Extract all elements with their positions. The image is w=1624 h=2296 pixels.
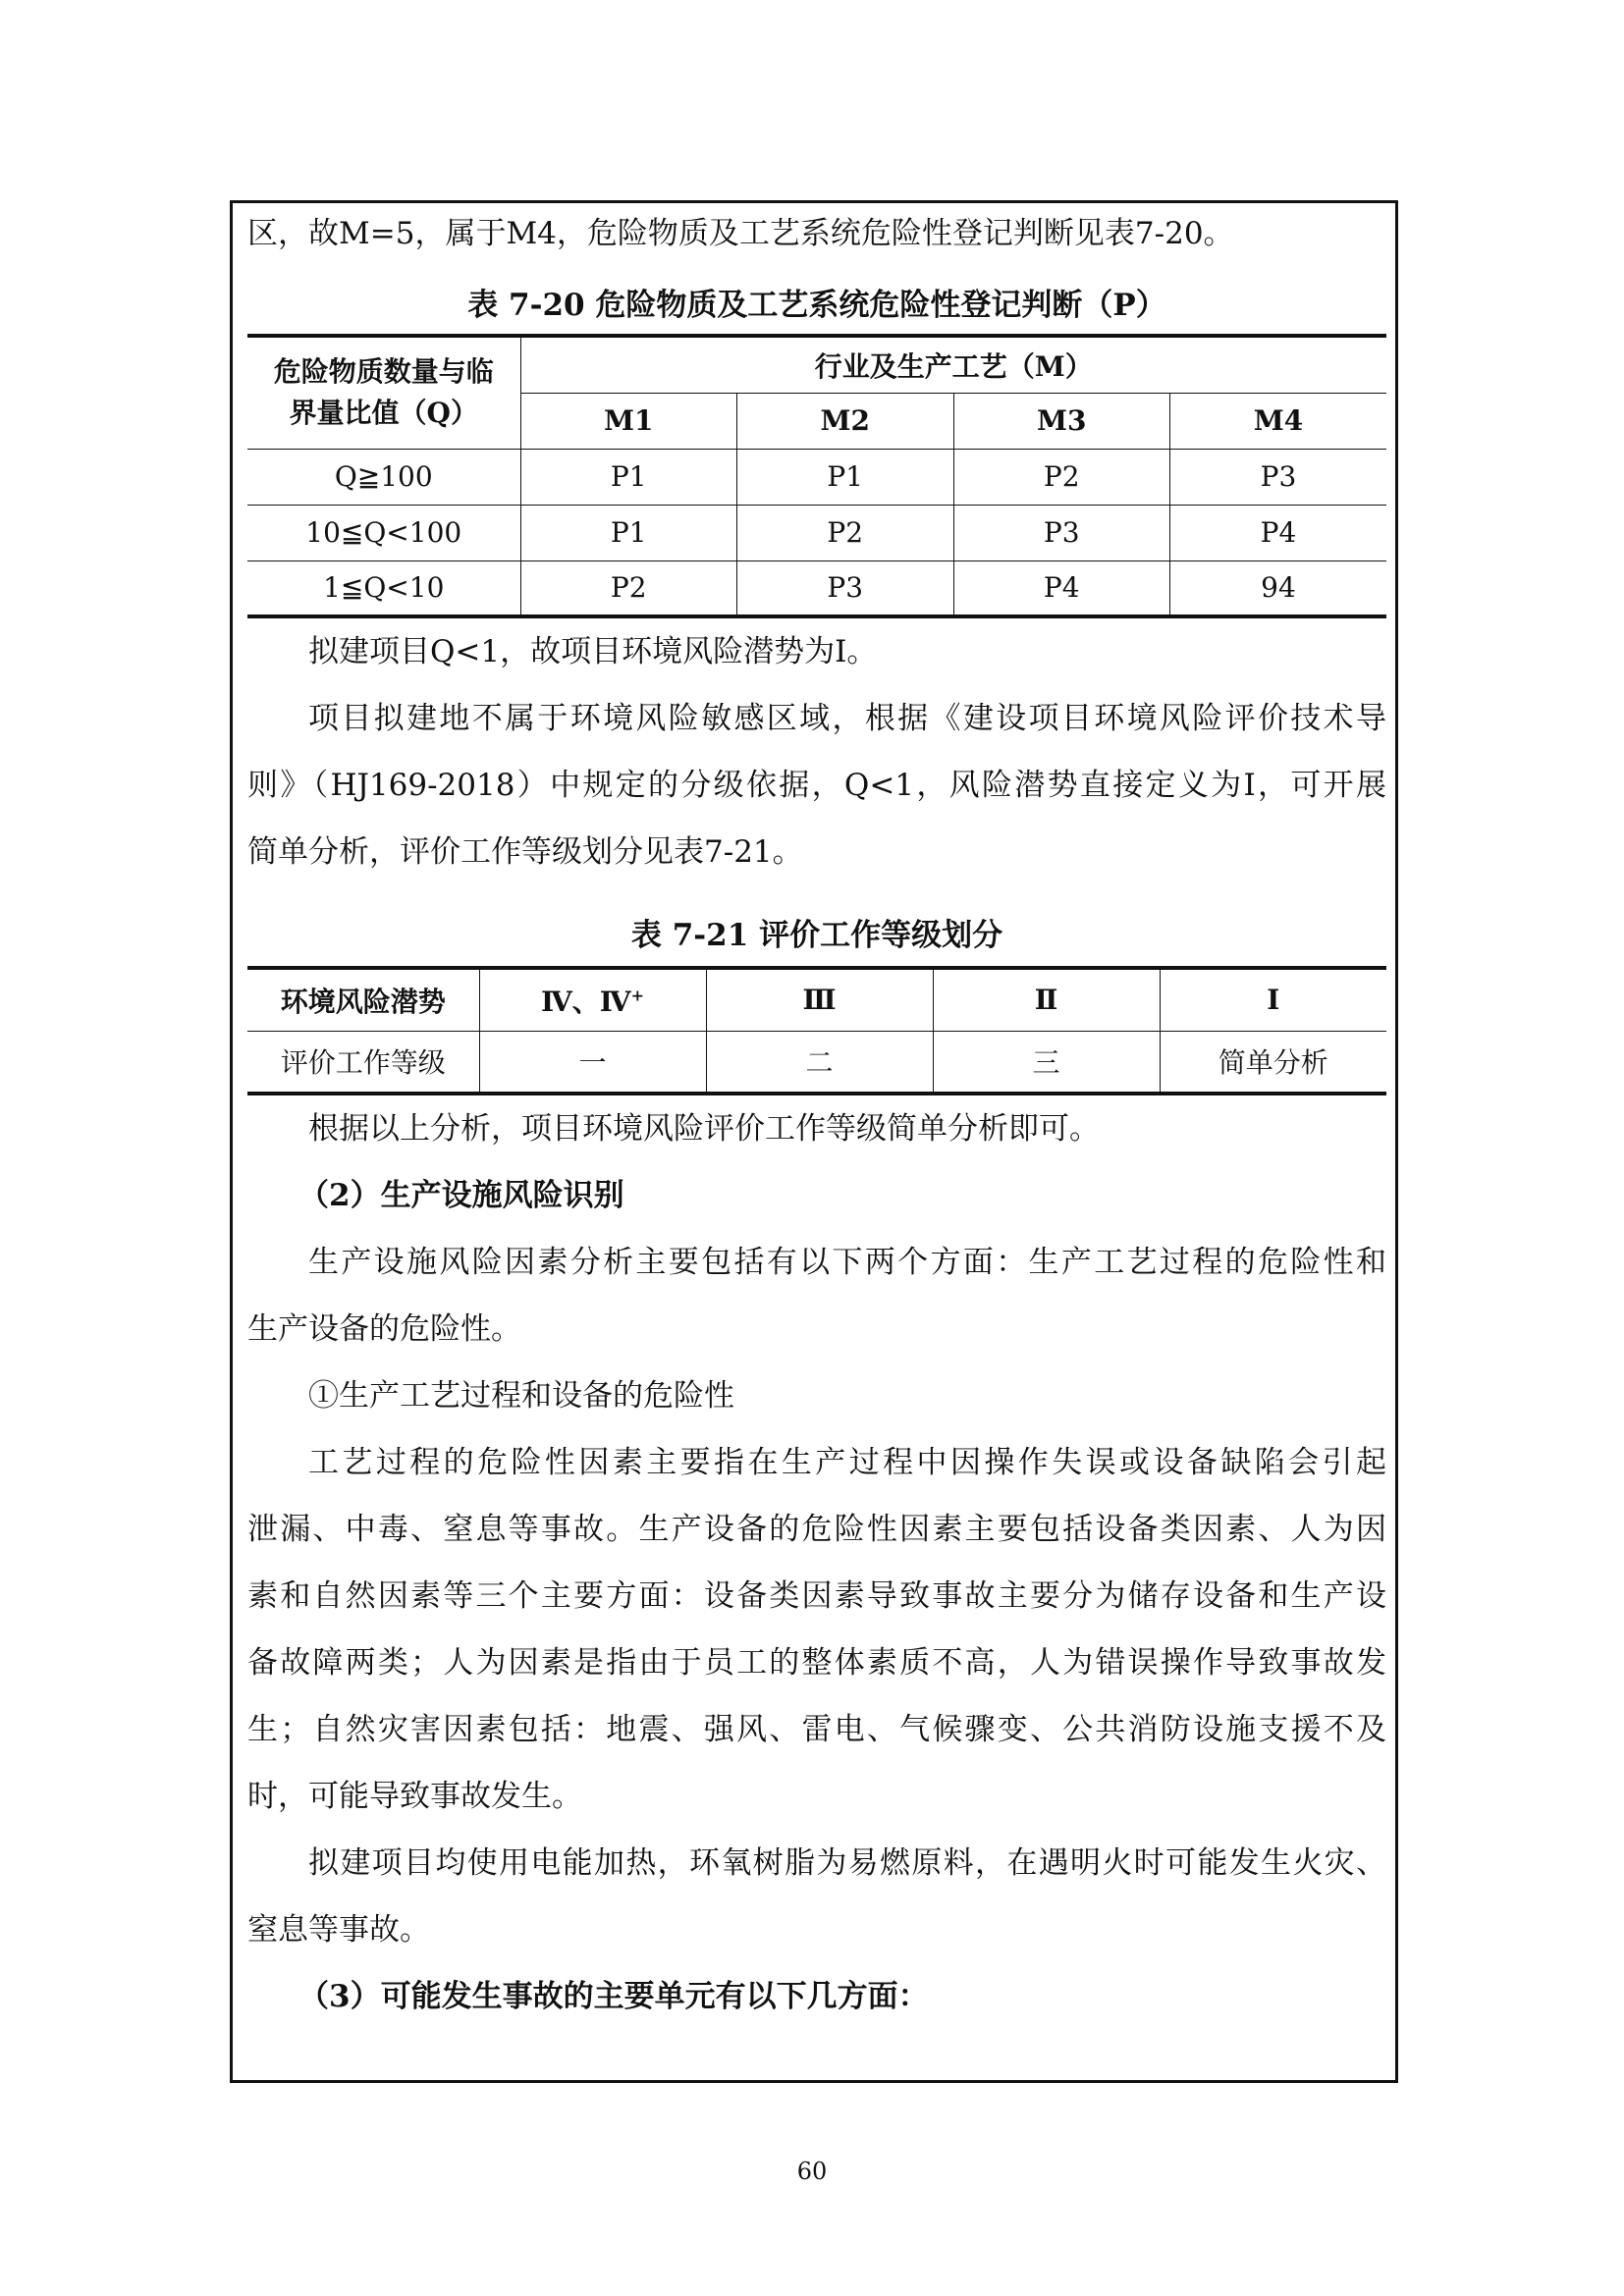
risk-level-text: Ⅳ、Ⅳ (541, 985, 631, 1018)
p-value-cell: P1 (520, 449, 737, 505)
para-process-line: 工艺过程的危险性因素主要指在生产过程中因操作失误或设备缺陷会引起 (308, 1445, 1386, 1480)
p-value-cell: P1 (737, 449, 954, 505)
work-grade-cell: 一 (479, 1031, 706, 1094)
para-process-line: 备故障两类；人为因素是指由于员工的整体素质不高，人为错误操作导致事故发 (247, 1645, 1386, 1681)
table-row (247, 449, 1386, 505)
section-heading-2: （2）生产设施风险识别 (298, 1178, 624, 1213)
table-7-21 (247, 966, 1386, 1095)
m-column-header: M4 (1170, 393, 1387, 449)
page-number: 60 (796, 2158, 828, 2185)
p-value-cell: P3 (1170, 449, 1387, 505)
para-process-line: 泄漏、中毒、窒息等事故。生产设备的危险性因素主要包括设备类因素、人为因 (247, 1512, 1386, 1547)
work-grade-cell: 三 (933, 1031, 1160, 1094)
p-value-cell: P3 (953, 505, 1170, 561)
para-heating-line: 窒息等事故。 (247, 1912, 430, 1948)
work-grade-cell: 简单分析 (1160, 1031, 1386, 1094)
para-process-line: 生；自然灾害因素包括：地震、强风、雷电、气候骤变、公共消防设施支援不及 (247, 1712, 1386, 1747)
risk-level-cell: Ⅲ (706, 968, 933, 1031)
p-value-cell: 94 (1170, 561, 1387, 616)
risk-level-cell (479, 968, 706, 1031)
p-value-cell: P4 (1170, 505, 1387, 561)
para-area-line: 简单分析，评价工作等级划分见表7-21。 (247, 834, 803, 870)
sub-heading-1: ①生产工艺过程和设备的危险性 (308, 1378, 734, 1414)
para-q: 拟建项目Q<1，故项目环境风险潜势为I。 (308, 634, 878, 669)
m-column-header: M3 (953, 393, 1170, 449)
work-grade-cell: 二 (706, 1031, 933, 1094)
para-process-line: 时，可能导致事故发生。 (247, 1779, 582, 1814)
p-value-cell: P1 (520, 505, 737, 561)
para-facility-line: 生产设施风险因素分析主要包括有以下两个方面：生产工艺过程的危险性和 (308, 1245, 1386, 1280)
p-value-cell: P2 (520, 561, 737, 616)
risk-potential-label: 环境风险潜势 (247, 968, 479, 1031)
section-heading-3: （3）可能发生事故的主要单元有以下几方面： (298, 1979, 929, 2014)
q-header-line1: 危险物质数量与临 (273, 355, 494, 389)
q-header-line2: 界量比值（Q） (289, 397, 478, 430)
para-heating-line: 拟建项目均使用电能加热，环氧树脂为易燃原料，在遇明火时可能发生火灾、 (308, 1845, 1386, 1881)
work-grade-label: 评价工作等级 (247, 1031, 479, 1094)
para-conclusion: 根据以上分析，项目环境风险评价工作等级简单分析即可。 (308, 1111, 1100, 1147)
table-row (247, 1031, 1386, 1094)
table-7-20-caption: 表 7-20 危险物质及工艺系统危险性登记判断（P） (467, 288, 1166, 323)
m-header: 行业及生产工艺（M） (520, 336, 1386, 393)
m-column-header: M2 (737, 393, 954, 449)
p-value-cell: P4 (953, 561, 1170, 616)
para-process-line: 素和自然因素等三个主要方面：设备类因素导致事故主要分为储存设备和生产设 (247, 1578, 1386, 1614)
table-7-21-caption: 表 7-21 评价工作等级划分 (630, 918, 1003, 953)
q-value-cell: Q≧100 (247, 449, 520, 505)
risk-level-superscript: + (630, 986, 644, 1005)
table-row (247, 561, 1386, 616)
table-7-20 (247, 334, 1386, 618)
m-column-header: M1 (520, 393, 737, 449)
p-value-cell: P2 (953, 449, 1170, 505)
intro-line: 区，故M=5，属于M4，危险物质及工艺系统危险性登记判断见表7-20。 (247, 216, 1234, 251)
page-content (247, 200, 1386, 2030)
p-value-cell: P3 (737, 561, 954, 616)
q-header-cell (247, 336, 520, 449)
para-area-line: 则》（HJ169-2018）中规定的分级依据，Q<1，风险潜势直接定义为Ⅰ，可开展 (247, 768, 1386, 803)
para-facility-line: 生产设备的危险性。 (247, 1311, 521, 1347)
table-row (247, 505, 1386, 561)
q-value-cell: 1≦Q<10 (247, 561, 520, 616)
para-area-line: 项目拟建地不属于环境风险敏感区域，根据《建设项目环境风险评价技术导 (308, 701, 1386, 736)
q-value-cell: 10≦Q<100 (247, 505, 520, 561)
risk-level-cell: Ⅰ (1160, 968, 1386, 1031)
risk-level-cell: Ⅱ (933, 968, 1160, 1031)
p-value-cell: P2 (737, 505, 954, 561)
